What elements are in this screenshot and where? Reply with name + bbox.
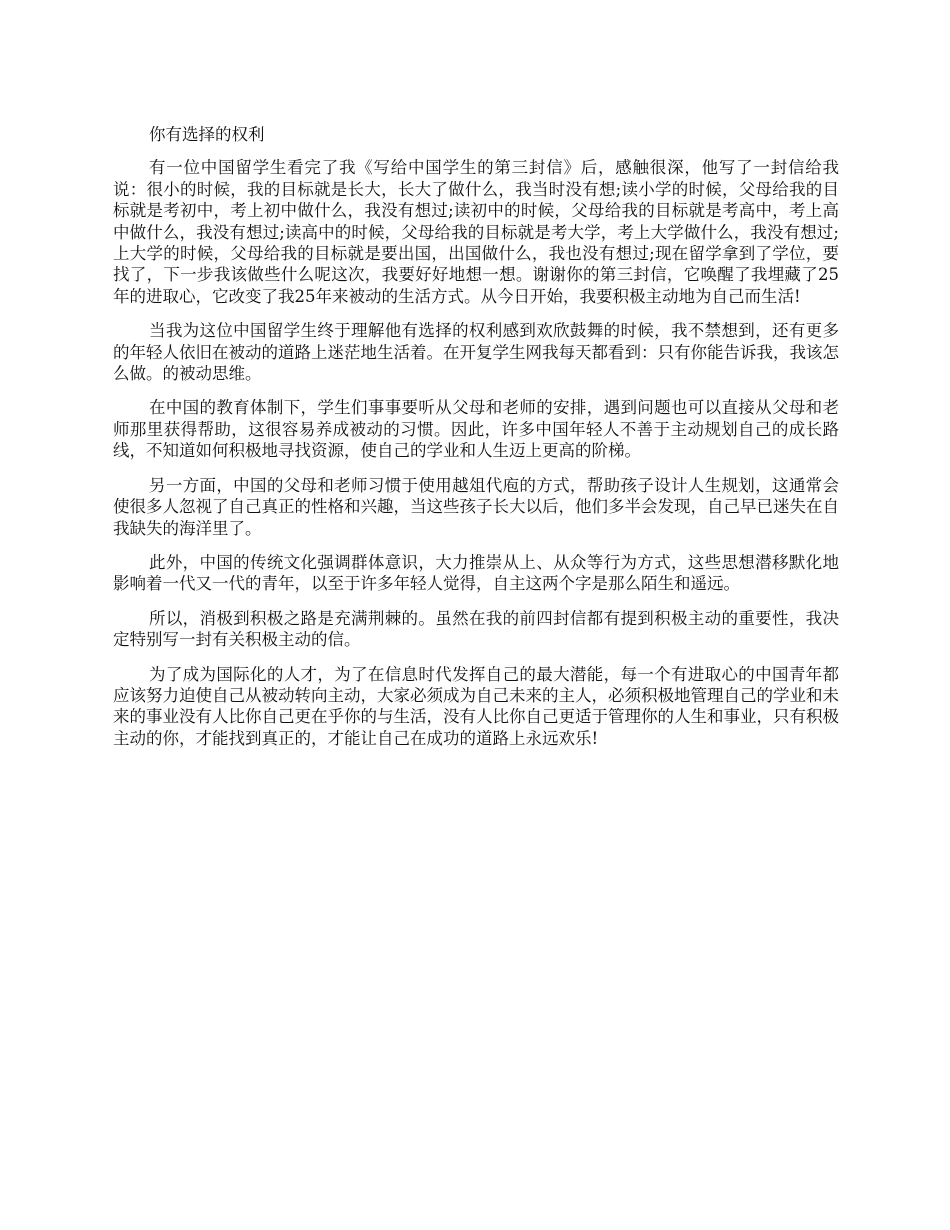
paragraph-2: 当我为这位中国留学生终于理解他有选择的权利感到欢欣鼓舞的时候，我不禁想到，还有更多的年轻人依旧在被动的道路上迷茫地生活着。在开复学生网我每天都看到：只有你能告诉我，我该怎么做。的被动思维。 [113, 321, 839, 384]
paragraph-1: 有一位中国留学生看完了我《写给中国学生的第三封信》后，感触很深，他写了一封信给我说：很小的时候，我的目标就是长大，长大了做什么，我当时没有想;读小学的时候，父母给我的目标就是考初中，考上初中做什么，我没有想过;读初中的时候，父母给我的目标就是考高中，考上高中做什么，我没有想过;读高中的时候，父母给我的目标就是考大学，考上大学做什么，我没有想过;上大学的时候，父母给我的目标就是要出国，出国做什么，我也没有想过;现在留学拿到了学位，要找了，下一步我该做些什么呢这次，我要好好地想一想。谢谢你的第三封信，它唤醒了我埋藏了25年的进取心，它改变了我25年来被动的生活方式。从今日开始，我要积极主动地为自己而生活! [113, 158, 839, 306]
document-title: 你有选择的权利 [149, 125, 265, 144]
document-page [113, 124, 839, 762]
paragraph-6: 所以，消极到积极之路是充满荆棘的。虽然在我的前四封信都有提到积极主动的重要性，我决定特别写一封有关积极主动的信。 [113, 608, 839, 650]
paragraph-3: 在中国的教育体制下，学生们事事要听从父母和老师的安排，遇到问题也可以直接从父母和老师那里获得帮助，这很容易养成被动的习惯。因此，许多中国年轻人不善于主动规划自己的成长路线，不知道如何积极地寻找资源，使自己的学业和人生迈上更高的阶梯。 [113, 398, 839, 461]
paragraph-7: 为了成为国际化的人才，为了在信息时代发挥自己的最大潜能，每一个有进取心的中国青年都应该努力迫使自己从被动转向主动，大家必须成为自己未来的主人，必须积极地管理自己的学业和未来的事业没有人比你自己更在乎你的与生活，没有人比你自己更适于管理你的人生和事业，只有积极主动的你，才能找到真正的，才能让自己在成功的道路上永远欢乐! [113, 664, 839, 748]
paragraph-5: 此外，中国的传统文化强调群体意识，大力推崇从上、从众等行为方式，这些思想潜移默化地影响着一代又一代的青年，以至于许多年轻人觉得，自主这两个字是那么陌生和遥远。 [113, 552, 839, 594]
paragraph-4: 另一方面，中国的父母和老师习惯于使用越俎代庖的方式，帮助孩子设计人生规划，这通常会使很多人忽视了自己真正的性格和兴趣，当这些孩子长大以后，他们多半会发现，自己早已迷失在自我缺失的海洋里了。 [113, 475, 839, 538]
